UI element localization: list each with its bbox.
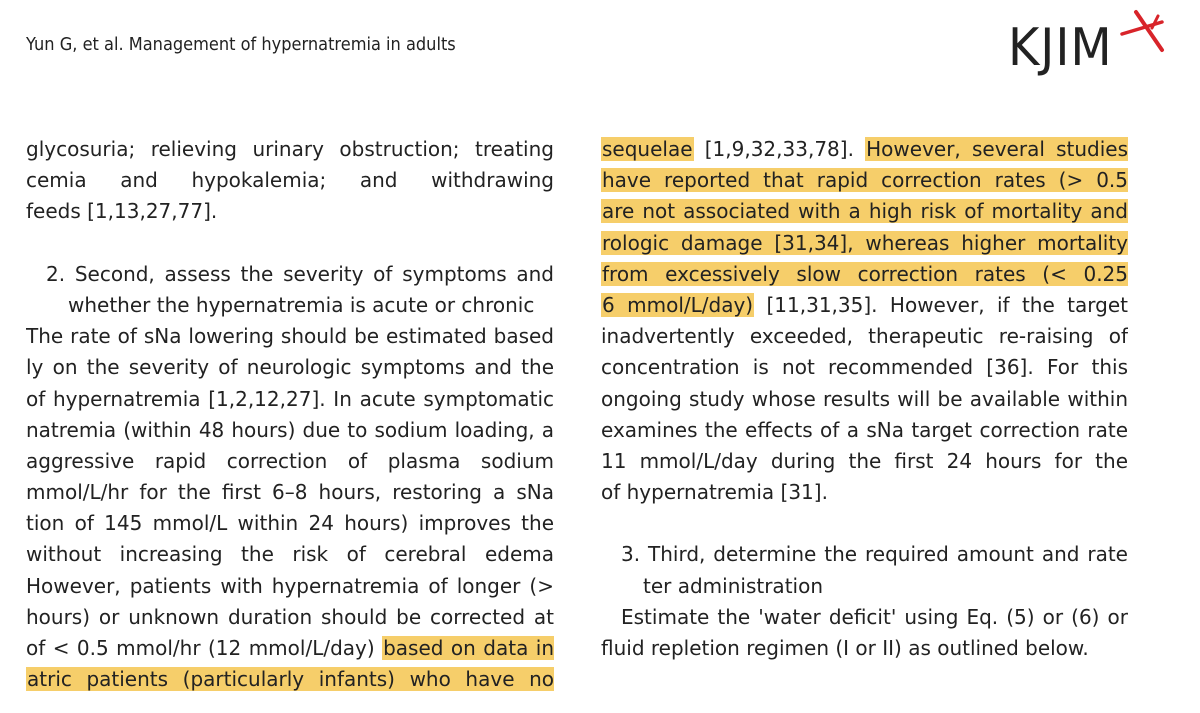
running-title: Yun G, et al. Management of hypernatremia in adults bbox=[26, 34, 456, 55]
text-line bbox=[26, 571, 554, 602]
text-line bbox=[26, 539, 554, 570]
line-text: of hypernatremia [1,2,12,27]. In acute symptomatic bbox=[26, 386, 554, 411]
text-line bbox=[601, 508, 1128, 539]
highlighted-text: are not associated with a high risk of mortality and bbox=[601, 199, 1128, 227]
text-line bbox=[601, 134, 1128, 165]
journal-logo-text: KJIM bbox=[1008, 18, 1113, 78]
text-line bbox=[26, 228, 554, 259]
text-line bbox=[26, 633, 554, 664]
text-line bbox=[26, 446, 554, 477]
line-text: of < 0.5 mmol/hr (12 mmol/L/day) bbox=[26, 636, 383, 660]
text-line bbox=[601, 384, 1128, 415]
line-text: tion of 145 mmol/L within 24 hours) improves the bbox=[26, 511, 554, 536]
line-text: feeds [1,13,27,77]. bbox=[26, 199, 218, 224]
text-line bbox=[601, 633, 1128, 664]
line-text: cemia and hypokalemia; and withdrawing bbox=[26, 168, 554, 193]
line-text: [1,9,32,33,78]. bbox=[693, 137, 866, 161]
text-line bbox=[601, 290, 1128, 321]
text-line bbox=[601, 446, 1128, 477]
line-text: natremia (within 48 hours) due to sodium loading, a bbox=[26, 417, 554, 442]
line-text: 11 mmol/L/day during the first 24 hours for the bbox=[601, 448, 1128, 473]
text-line bbox=[26, 664, 554, 695]
text-line bbox=[26, 134, 554, 165]
text-line bbox=[601, 321, 1128, 352]
text-line bbox=[601, 228, 1128, 259]
text-line bbox=[601, 477, 1128, 508]
line-text: of hypernatremia [31]. bbox=[601, 480, 828, 505]
left-column bbox=[26, 134, 554, 695]
line-text: without increasing the risk of cerebral edema bbox=[26, 542, 554, 567]
line-text: The rate of sNa lowering should be estimated based bbox=[26, 324, 554, 349]
highlighted-text: sequelae bbox=[602, 137, 693, 161]
line-text: whether the hypernatremia is acute or chronic bbox=[68, 292, 535, 317]
line-text: aggressive rapid correction of plasma sodium bbox=[26, 448, 554, 473]
line-text: [11,31,35]. However, if the target bbox=[766, 292, 1128, 317]
line-text: fluid repletion regimen (I or II) as outlined below. bbox=[601, 636, 1089, 660]
text-line bbox=[26, 352, 554, 383]
text-line bbox=[26, 165, 554, 196]
text-line bbox=[601, 196, 1128, 227]
line-text: hours) or unknown duration should be corrected at bbox=[26, 604, 554, 629]
text-line bbox=[601, 259, 1128, 290]
highlighted-text: atric patients (particularly infants) who have no bbox=[26, 667, 554, 695]
text-line bbox=[26, 602, 554, 633]
text-line bbox=[26, 477, 554, 508]
right-column bbox=[601, 134, 1128, 664]
line-text: inadvertently exceeded, therapeutic re-raising of bbox=[601, 324, 1128, 349]
text-line bbox=[601, 539, 1128, 570]
line-text: ly on the severity of neurologic symptoms and the bbox=[26, 355, 554, 380]
line-text: However, patients with hypernatremia of longer (> bbox=[26, 573, 554, 598]
highlighted-text: have reported that rapid correction rates (> 0.5 bbox=[601, 168, 1128, 196]
line-text: ter administration bbox=[643, 573, 823, 598]
text-line bbox=[26, 384, 554, 415]
text-line bbox=[601, 165, 1128, 196]
highlighted-text: However, several studies bbox=[601, 137, 1128, 165]
text-line bbox=[26, 508, 554, 539]
line-text: mmol/L/hr for the first 6–8 hours, restoring a sNa bbox=[26, 480, 554, 505]
text-line bbox=[601, 602, 1128, 633]
highlighted-text: 6 mmol/L/day) bbox=[602, 292, 754, 317]
highlighted-text: from excessively slow correction rates (< 0.25 bbox=[601, 262, 1128, 290]
line-text: Estimate the 'water deficit' using Eq. (5) or (6) or bbox=[621, 604, 1128, 629]
line-text: ongoing study whose results will be available within bbox=[601, 386, 1128, 411]
text-line bbox=[601, 352, 1128, 383]
text-line bbox=[26, 415, 554, 446]
line-text: glycosuria; relieving urinary obstruction; treating bbox=[26, 137, 554, 161]
highlighted-text: rologic damage [31,34], whereas higher mortality bbox=[601, 231, 1128, 259]
text-line bbox=[26, 259, 554, 290]
text-line bbox=[601, 571, 1128, 602]
text-line bbox=[26, 196, 554, 227]
highlighted-text: based on data in bbox=[26, 636, 554, 664]
line-text: concentration is not recommended [36]. For this bbox=[601, 355, 1128, 380]
journal-logo bbox=[1008, 8, 1183, 78]
logo-cross-icon bbox=[1114, 4, 1174, 64]
line-text: examines the effects of a sNa target correction rate bbox=[601, 417, 1128, 442]
text-line bbox=[26, 290, 554, 321]
text-line bbox=[26, 321, 554, 352]
text-line bbox=[601, 415, 1128, 446]
line-text: 3. Third, determine the required amount and rate bbox=[621, 542, 1128, 567]
line-text: 2. Second, assess the severity of symptoms and bbox=[46, 261, 554, 286]
